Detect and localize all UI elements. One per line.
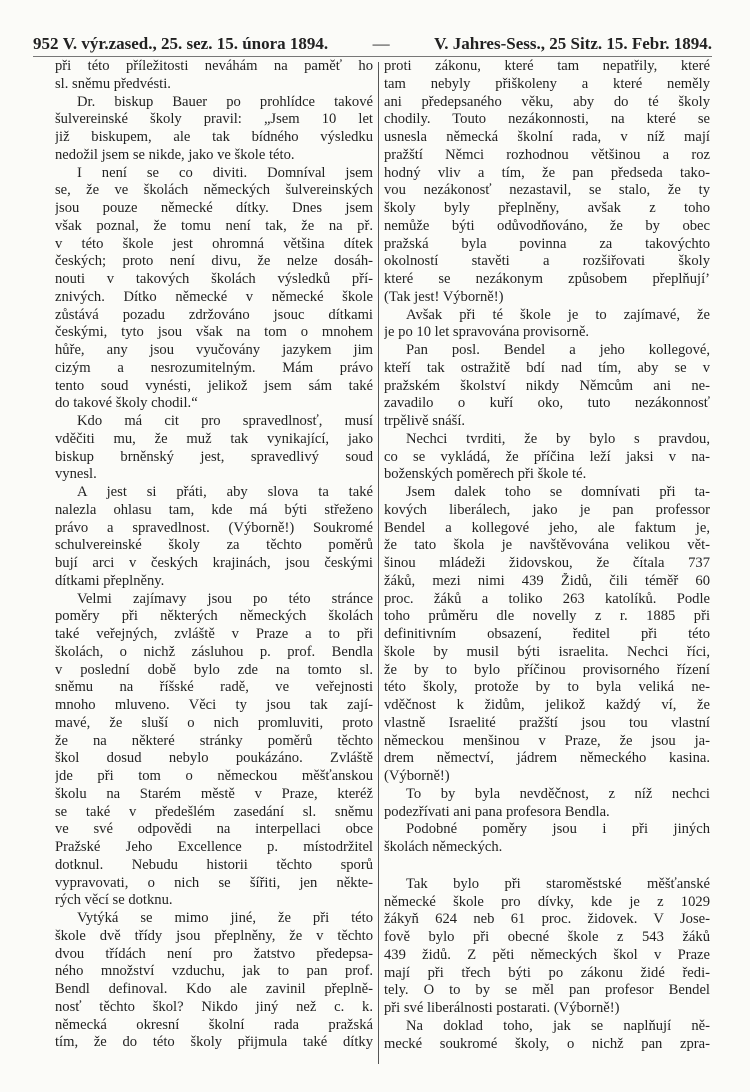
text-line: kových liberálech, jako je pan professor: [384, 501, 710, 518]
text-line: toho průměru dle novelly z r. 1885 při: [384, 608, 710, 625]
header-czech: [33, 34, 328, 56]
paragraph: [384, 786, 710, 822]
text-line: se také v předešlém zasedání sl. sněmu: [55, 803, 373, 820]
text-line: vděčnost k židům, jelikož každý ví, že: [384, 697, 710, 713]
text-line: tím, že do této školy přijmula také dítky: [55, 1034, 373, 1051]
page-number: 952: [33, 34, 59, 53]
text-line: co se vykládá, že příčina leží jaksi v na-: [384, 448, 710, 465]
text-line: že by to bylo příčinou provisorného řízení: [384, 661, 710, 678]
session-czech: V. výr.zased., 25. sez. 15. února 1894.: [62, 34, 329, 53]
right-column: [384, 58, 710, 1053]
text-line: Jsem dalek toho se domnívati při ta-: [406, 484, 710, 500]
paragraph: [55, 910, 373, 1052]
text-line: poměry při některých německých školách: [55, 608, 373, 625]
paragraph: [384, 484, 710, 786]
text-line: při této příležitosti neváhám na paměť ho: [55, 58, 373, 74]
paragraph: [55, 413, 373, 484]
text-line: školách, o nichž zásluhou p. prof. Bendla: [55, 643, 373, 660]
text-line: že tato škola je navštěvována velikou vět-: [384, 537, 710, 554]
text-line: ani předepsaného věku, aby do té školy: [384, 93, 710, 110]
text-line: znivých. Dítko německé v německé škole: [55, 288, 373, 305]
text-line: proti zákonu, které tam nepatřily, které: [384, 58, 710, 74]
text-line: I není se co diviti. Domníval jsem: [77, 164, 373, 181]
text-line: Na doklad toho, jak se naplňují ně-: [406, 1017, 710, 1034]
text-line: A jest si přáti, aby slova ta také: [77, 484, 373, 500]
paragraph: [384, 431, 710, 484]
paragraph: [384, 1018, 710, 1054]
text-line: německá okresní školní rada pražská: [55, 1016, 373, 1033]
text-line: zavadilo o kuří oko, tuto nezákonnosť: [384, 395, 710, 412]
text-line: boženských poměrech při škole té.: [384, 466, 587, 483]
column-divider: [378, 62, 379, 1064]
text-line: rých věcí se dotknu.: [55, 892, 173, 909]
page-header: [33, 34, 712, 57]
text-line: pražská byla povinna za takovýchto: [384, 235, 710, 252]
text-line: německou menšinou v Praze, že jsou ja-: [384, 732, 710, 749]
text-line: šinou mládeži židovskou, že čítala 737: [384, 555, 710, 571]
text-line: Velmi zajímavy jsou po této stránce: [77, 590, 373, 607]
text-line: Bendl definoval. Kdo ale zavinil přeplně-: [55, 981, 373, 997]
text-line: pražští Němci rozhodnou většinou a roz: [384, 146, 710, 163]
text-line: hůře, any jsou vyučovány jazykem jim: [55, 342, 373, 358]
text-line: dotknul. Nebudu historii těchto sporů: [55, 856, 373, 873]
paragraph: [384, 307, 710, 343]
text-line: nouti v takových školách výsledků pří-: [55, 271, 373, 287]
text-line: je po 10 let spravována provisorně.: [384, 324, 590, 341]
text-line: vděčiti mu, že muž tak vynikající, jako: [55, 430, 373, 447]
text-line: vou nezákonosť nezastavil, se stalo, že ty: [384, 182, 710, 199]
text-line: ve své odpovědi na interpellaci obce: [55, 821, 373, 838]
text-line: nemůže býti odůvodňováno, že by obec: [384, 217, 710, 234]
text-line: hodný vliv a tím, že pan předseda tako-: [384, 164, 710, 181]
paragraph: [384, 58, 710, 307]
text-line: škole by musil býti israelita. Nechci říci,: [384, 643, 710, 660]
text-line: vlastně Israelité pražští jsou tou vlastní: [384, 714, 710, 731]
text-line: při své liberálnosti postarati. (Výborně!): [384, 1000, 620, 1016]
paragraph: [55, 484, 373, 591]
text-line: německé škole pro dívky, kde je z 1029: [384, 893, 710, 910]
paragraph: [55, 165, 373, 414]
paragraph: [55, 591, 373, 911]
text-line: cizým a nesrozumitelným. Mám právo: [55, 359, 373, 376]
text-line: mecké soukromé školy, o nichž pan zpra-: [384, 1035, 710, 1052]
text-line: jsou pouze německé dítky. Dnes jsem: [55, 200, 373, 216]
text-line: vynesl.: [55, 466, 97, 483]
text-line: Vytýká se mimo jiné, že při této: [77, 910, 373, 926]
text-line: vypravovati, o nich se šířiti, jen někte-: [55, 874, 373, 891]
text-line: však poznal, že tomu není tak, že na př.: [55, 217, 373, 234]
text-line: sněmu na říšské radě, ve veřejnosti: [55, 679, 373, 696]
text-line: Podobné poměry jsou i při jiných: [406, 821, 710, 838]
text-line: usnesla německá školní rada, v níž mají: [384, 129, 710, 145]
text-line: školy byly přeplněny, avšak z toho: [384, 200, 710, 216]
text-line: českými, tyto jsou však na tom o mnohem: [55, 324, 373, 341]
text-line: v této škole jest ohromná většina dítek: [55, 235, 373, 252]
text-line: právo a spravedlnost. (Výborně!) Soukromé: [55, 519, 373, 536]
text-line: škole dvě třídy jsou přeplněny, že v těchto: [55, 927, 373, 944]
text-line: jde při tom o německou měšťanskou: [55, 768, 373, 784]
paragraph: [55, 94, 373, 165]
text-line: žákyň 624 neb 61 proc. židovek. V Jose-: [384, 911, 710, 928]
session-german: V. Jahres-Sess., 25 Sitz. 15. Febr. 1894.: [434, 34, 712, 53]
text-line: Tak bylo při staroměstské měšťanské: [406, 875, 710, 892]
text-line: Pan posl. Bendel a jeho kollegové,: [406, 342, 710, 358]
text-line: Avšak při té škole je to zajímavé, že: [406, 306, 710, 323]
text-line: sl. sněmu předvésti.: [55, 75, 171, 92]
text-line: které se nezákonym způsobem přeplňují’: [384, 271, 710, 287]
text-line: Bendel a kollegové jeho, ale faktum je,: [384, 519, 710, 536]
text-line: tento soud vynésti, jelikož jsem sám také: [55, 377, 373, 394]
paragraph: [384, 821, 710, 857]
text-line: již biskupem, ale tak bídného výsledku: [55, 129, 373, 145]
text-line: okolností stavěti a rozšiřovati školy: [384, 253, 710, 270]
text-line: trpělivě snáší.: [384, 413, 466, 429]
text-line: mají při třech býti po zákonu židé ředi-: [384, 964, 710, 981]
text-line: nedožil jsem se nikde, jako ve škole této.: [55, 146, 295, 163]
text-line: mnoho mluveno. Věci ty jsou tak zají-: [55, 697, 373, 713]
text-line: dítkami přeplněny.: [55, 572, 165, 589]
text-line: do takové školy chodil.“: [55, 395, 198, 412]
text-line: nosť těchto škol? Nikdo jiný než c. k.: [55, 998, 373, 1015]
text-line: schulvereinské školy za těchto poměrů: [55, 537, 373, 554]
text-line: v poslední době bylo zde na tomto sl.: [55, 661, 373, 678]
text-line: školu na Starém městě v Praze, kteréž: [55, 785, 373, 802]
text-line: školách německých.: [384, 839, 503, 855]
text-line: Kdo má cit pro spravedlnosť, musí: [77, 413, 373, 429]
text-line: biskup brněnský jest, spravedlivý soud: [55, 448, 373, 465]
header-dash: —: [372, 34, 390, 53]
text-line: šulvereinské školy pravil: „Jsem 10 let: [55, 111, 373, 128]
text-line: zůstává pozadu zdržováno jsouc dítkami: [55, 306, 373, 323]
text-line: definitivním obsazení, ředitel při této: [384, 626, 710, 642]
paragraph: [55, 58, 373, 94]
text-line: mavé, že sluší o nich promluviti, proto: [55, 714, 373, 731]
text-line: českých; proto není divu, že nelze dosáh-: [55, 253, 373, 270]
text-line: chodily. Touto nezákonnosti, na které se: [384, 111, 710, 128]
left-column: [55, 58, 373, 1052]
text-line: dvou třídách není pro žatstvo předepsa-: [55, 945, 373, 962]
text-line: že na některé stránky poměrů těchto: [55, 732, 373, 749]
text-line: Nechci tvrditi, že by bylo s pravdou,: [406, 430, 710, 447]
text-line: Dr. biskup Bauer po prohlídce takové: [77, 93, 373, 110]
text-line: pražském školství nikdy Němcům ani ne-: [384, 377, 710, 394]
text-line: Pražské Jeho Excellence p. místodržitel: [55, 839, 373, 855]
text-line: žáků, mezi nimi 439 Židů, čili téměř 60: [384, 572, 710, 589]
text-line: To by byla nevděčnost, z níž nechci: [406, 785, 710, 802]
text-line: škol dosud nebylo poukázáno. Zvláště: [55, 750, 373, 767]
text-line: této školy, protože by to byla veliká ne-: [384, 679, 710, 696]
text-line: proc. žáků a toliko 263 katolíků. Podle: [384, 590, 710, 607]
text-line: (Tak jest! Výborně!): [384, 288, 504, 305]
text-line: 439 židů. Z pěti německých škol v Praze: [384, 946, 710, 963]
text-line: se, že ve školách německých šulvereinských: [55, 182, 373, 199]
text-line: bují arci v českých krajinách, jsou českými: [55, 555, 373, 571]
text-line: také veřejných, zvláště v Praze a to při: [55, 626, 373, 642]
text-line: kteří tak ostražitě bdí nad tím, aby se v: [384, 359, 710, 376]
text-line: (Výborně!): [384, 768, 450, 784]
paragraph: [384, 876, 710, 1018]
text-line: nalezla ohlasu tam, kde má býti střeženo: [55, 501, 373, 518]
text-line: podezřívati ani pana profesora Bendla.: [384, 803, 610, 820]
text-line: drem němectví, jádrem německého kasina.: [384, 750, 710, 767]
paragraph: [384, 342, 710, 431]
text-line: tam nebyly přiškoleny a které neměly: [384, 75, 710, 92]
header-german: [434, 34, 712, 56]
text-line: ného množství vzduchu, jak to pan prof.: [55, 963, 373, 980]
text-line: fově bylo při obecné škole z 543 žáků: [384, 929, 710, 945]
text-line: tely. O to by se měl pan profesor Bendel: [384, 982, 710, 999]
